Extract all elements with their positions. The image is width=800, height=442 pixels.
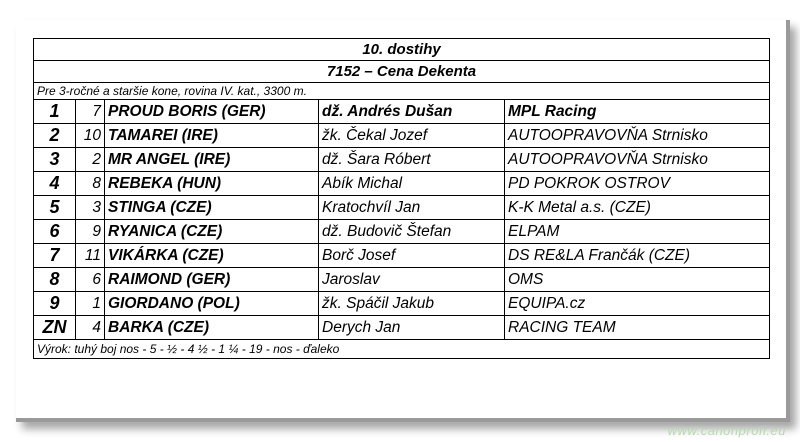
owner-name: K-K Metal a.s. (CZE) bbox=[505, 196, 770, 220]
finish-position: 8 bbox=[34, 268, 76, 292]
finish-position: 5 bbox=[34, 196, 76, 220]
horse-name: REBEKA (HUN) bbox=[105, 172, 319, 196]
jockey-name: Derych Jan bbox=[319, 316, 505, 340]
finish-position: 6 bbox=[34, 220, 76, 244]
finish-position: 7 bbox=[34, 244, 76, 268]
result-row bbox=[34, 220, 770, 244]
owner-name: AUTOOPRAVOVŇA Strnisko bbox=[505, 124, 770, 148]
jockey-name: Kratochvíl Jan bbox=[319, 196, 505, 220]
result-row bbox=[34, 172, 770, 196]
margins-row bbox=[34, 340, 770, 359]
result-row bbox=[34, 244, 770, 268]
owner-name: PD POKROK OSTROV bbox=[505, 172, 770, 196]
jockey-name: dž. Šara Róbert bbox=[319, 148, 505, 172]
horse-number: 4 bbox=[76, 316, 105, 340]
horse-number: 10 bbox=[76, 124, 105, 148]
result-row bbox=[34, 316, 770, 340]
horse-name: PROUD BORIS (GER) bbox=[105, 100, 319, 124]
race-name: 7152 – Cena Dekenta bbox=[34, 61, 770, 83]
horse-number: 7 bbox=[76, 100, 105, 124]
jockey-name: žk. Spáčil Jakub bbox=[319, 292, 505, 316]
race-results-table bbox=[33, 38, 770, 359]
jockey-name: žk. Čekal Jozef bbox=[319, 124, 505, 148]
result-row bbox=[34, 148, 770, 172]
margins-text: Výrok: tuhý boj nos - 5 - ½ - 4 ½ - 1 ¼ - 19 - nos - ďaleko bbox=[34, 340, 770, 359]
horse-name: STINGA (CZE) bbox=[105, 196, 319, 220]
watermark: www.canonprofi.eu bbox=[667, 423, 786, 438]
result-row bbox=[34, 100, 770, 124]
jockey-name: Abík Michal bbox=[319, 172, 505, 196]
horse-name: RYANICA (CZE) bbox=[105, 220, 319, 244]
result-row bbox=[34, 124, 770, 148]
jockey-name: Borč Josef bbox=[319, 244, 505, 268]
owner-name: OMS bbox=[505, 268, 770, 292]
horse-number: 6 bbox=[76, 268, 105, 292]
horse-number: 1 bbox=[76, 292, 105, 316]
race-conditions-row bbox=[34, 83, 770, 100]
race-conditions: Pre 3-ročné a staršie kone, rovina IV. kat., 3300 m. bbox=[34, 83, 770, 100]
horse-number: 11 bbox=[76, 244, 105, 268]
finish-position: 3 bbox=[34, 148, 76, 172]
owner-name: DS RE&LA Frančák (CZE) bbox=[505, 244, 770, 268]
horse-number: 2 bbox=[76, 148, 105, 172]
owner-name: RACING TEAM bbox=[505, 316, 770, 340]
race-title-row bbox=[34, 39, 770, 61]
horse-number: 3 bbox=[76, 196, 105, 220]
result-row bbox=[34, 196, 770, 220]
result-row bbox=[34, 268, 770, 292]
horse-name: BARKA (CZE) bbox=[105, 316, 319, 340]
horse-name: MR ANGEL (IRE) bbox=[105, 148, 319, 172]
owner-name: AUTOOPRAVOVŇA Strnisko bbox=[505, 148, 770, 172]
finish-position: 9 bbox=[34, 292, 76, 316]
horse-number: 8 bbox=[76, 172, 105, 196]
race-title: 10. dostihy bbox=[34, 39, 770, 61]
result-row bbox=[34, 292, 770, 316]
horse-name: TAMAREI (IRE) bbox=[105, 124, 319, 148]
horse-number: 9 bbox=[76, 220, 105, 244]
finish-position: 4 bbox=[34, 172, 76, 196]
jockey-name: dž. Andrés Dušan bbox=[319, 100, 505, 124]
jockey-name: dž. Budovič Štefan bbox=[319, 220, 505, 244]
owner-name: MPL Racing bbox=[505, 100, 770, 124]
horse-name: VIKÁRKA (CZE) bbox=[105, 244, 319, 268]
horse-name: RAIMOND (GER) bbox=[105, 268, 319, 292]
owner-name: EQUIPA.cz bbox=[505, 292, 770, 316]
finish-position: 1 bbox=[34, 100, 76, 124]
finish-position: ZN bbox=[34, 316, 76, 340]
owner-name: ELPAM bbox=[505, 220, 770, 244]
finish-position: 2 bbox=[34, 124, 76, 148]
horse-name: GIORDANO (POL) bbox=[105, 292, 319, 316]
jockey-name: Jaroslav bbox=[319, 268, 505, 292]
race-name-row bbox=[34, 61, 770, 83]
